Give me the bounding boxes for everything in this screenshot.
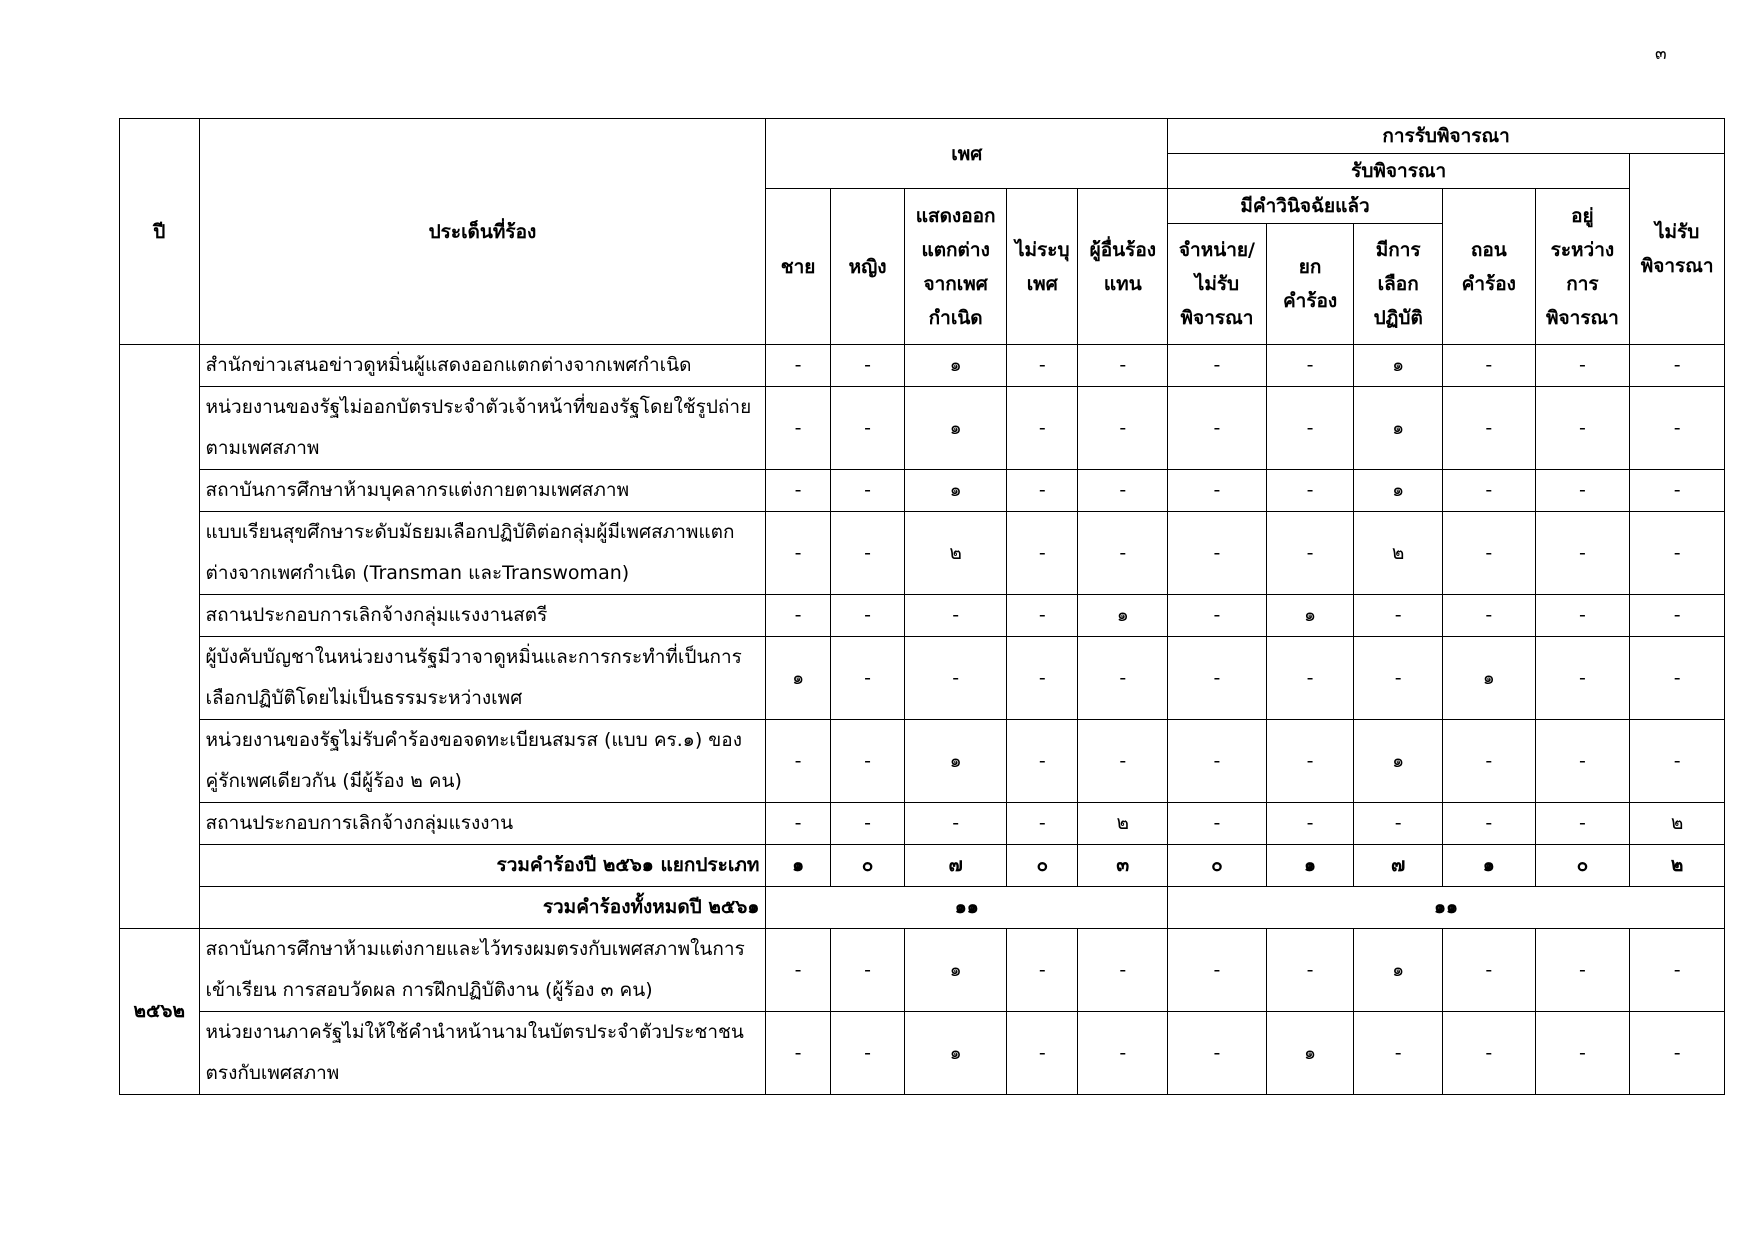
value-cell: - bbox=[1078, 512, 1168, 595]
value-cell: - bbox=[1630, 345, 1725, 387]
value-cell: - bbox=[1007, 387, 1078, 470]
issue-cell: สถานประกอบการเลิกจ้างกลุ่มแรงงานสตรี bbox=[199, 595, 766, 637]
issue-cell: สำนักข่าวเสนอข่าวดูหมิ่นผู้แสดงออกแตกต่างจากเพศกำเนิด bbox=[199, 345, 766, 387]
value-cell: - bbox=[1535, 470, 1630, 512]
value-cell: - bbox=[1168, 595, 1267, 637]
total-label: รวมคำร้องทั้งหมดปี ๒๕๖๑ bbox=[199, 887, 766, 929]
issue-cell: ผู้บังคับบัญชาในหน่วยงานรัฐมีวาจาดูหมิ่นและการกระทำที่เป็นการเลือกปฏิบัติโดยไม่เป็นธรรมระหว่างเพศ bbox=[199, 637, 766, 720]
value-cell: - bbox=[830, 637, 905, 720]
value-cell: - bbox=[1007, 803, 1078, 845]
value-cell: - bbox=[1535, 387, 1630, 470]
value-cell: - bbox=[1007, 470, 1078, 512]
value-cell: ๑ bbox=[905, 470, 1007, 512]
value-cell: ๑ bbox=[1354, 720, 1443, 803]
value-cell: - bbox=[1630, 470, 1725, 512]
value-cell: - bbox=[1630, 1012, 1725, 1095]
value-cell: ๑ bbox=[766, 637, 830, 720]
value-cell: - bbox=[1266, 345, 1354, 387]
header-decided: มีคำวินิจฉัยแล้ว bbox=[1168, 189, 1443, 224]
value-cell: - bbox=[1630, 637, 1725, 720]
value-cell: - bbox=[1266, 929, 1354, 1012]
subtotal-cell: ๐ bbox=[1535, 845, 1630, 887]
value-cell: - bbox=[1442, 720, 1535, 803]
issue-cell: หน่วยงานภาครัฐไม่ให้ใช้คำนำหน้านามในบัตรประจำตัวประชาชนตรงกับเพศสภาพ bbox=[199, 1012, 766, 1095]
header-others: ผู้อื่นร้องแทน bbox=[1078, 189, 1168, 345]
value-cell: - bbox=[1168, 387, 1267, 470]
value-cell: - bbox=[1266, 387, 1354, 470]
value-cell: - bbox=[1630, 512, 1725, 595]
value-cell: - bbox=[830, 1012, 905, 1095]
value-cell: - bbox=[830, 345, 905, 387]
issue-cell: สถาบันการศึกษาห้ามแต่งกายและไว้ทรงผมตรงกับเพศสภาพในการเข้าเรียน การสอบวัดผล การฝึกปฏิบัติงาน (ผู้ร้อง ๓ คน) bbox=[199, 929, 766, 1012]
consideration-total-cell: ๑๑ bbox=[1168, 887, 1725, 929]
value-cell: - bbox=[1354, 595, 1443, 637]
value-cell: - bbox=[1078, 387, 1168, 470]
value-cell: - bbox=[1442, 803, 1535, 845]
value-cell: - bbox=[1442, 387, 1535, 470]
value-cell: - bbox=[1535, 929, 1630, 1012]
subtotal-cell: ๗ bbox=[905, 845, 1007, 887]
value-cell: - bbox=[766, 1012, 830, 1095]
value-cell: - bbox=[766, 387, 830, 470]
value-cell: - bbox=[1266, 470, 1354, 512]
value-cell: ๑ bbox=[905, 387, 1007, 470]
value-cell: - bbox=[830, 512, 905, 595]
value-cell: - bbox=[1168, 803, 1267, 845]
value-cell: - bbox=[1168, 1012, 1267, 1095]
value-cell: - bbox=[1535, 637, 1630, 720]
value-cell: - bbox=[1442, 595, 1535, 637]
value-cell: - bbox=[1354, 637, 1443, 720]
value-cell: - bbox=[1266, 512, 1354, 595]
header-withdrawn: ถอนคำร้อง bbox=[1442, 189, 1535, 345]
value-cell: - bbox=[1007, 720, 1078, 803]
page-number: ๓ bbox=[1655, 44, 1667, 64]
issue-cell: แบบเรียนสุขศึกษาระดับมัธยมเลือกปฏิบัติต่อกลุ่มผู้มีเพศสภาพแตกต่างจากเพศกำเนิด (Transman และTranswoman) bbox=[199, 512, 766, 595]
value-cell: - bbox=[1630, 929, 1725, 1012]
value-cell: - bbox=[1535, 720, 1630, 803]
header-consideration: การรับพิจารณา bbox=[1168, 119, 1725, 154]
header-issue: ประเด็นที่ร้อง bbox=[199, 119, 766, 345]
value-cell: - bbox=[1007, 595, 1078, 637]
header-accepted: รับพิจารณา bbox=[1168, 154, 1630, 189]
value-cell: ๒ bbox=[1630, 803, 1725, 845]
issue-cell: สถาบันการศึกษาห้ามบุคลากรแต่งกายตามเพศสภาพ bbox=[199, 470, 766, 512]
year-cell-2562: ๒๕๖๒ bbox=[120, 929, 200, 1095]
value-cell: - bbox=[905, 595, 1007, 637]
header-not-accepted: ไม่รับพิจารณา bbox=[1630, 154, 1725, 345]
value-cell: ๑ bbox=[905, 929, 1007, 1012]
subtotal-cell: ๑ bbox=[766, 845, 830, 887]
value-cell: ๒ bbox=[905, 512, 1007, 595]
value-cell: - bbox=[905, 803, 1007, 845]
value-cell: - bbox=[1630, 595, 1725, 637]
value-cell: - bbox=[766, 512, 830, 595]
subtotal-cell: ๐ bbox=[1168, 845, 1267, 887]
value-cell: - bbox=[1168, 720, 1267, 803]
value-cell: ๑ bbox=[905, 720, 1007, 803]
year-cell-2561 bbox=[120, 345, 200, 929]
value-cell: - bbox=[830, 720, 905, 803]
issue-cell: หน่วยงานของรัฐไม่ออกบัตรประจำตัวเจ้าหน้าที่ของรัฐโดยใช้รูปถ่ายตามเพศสภาพ bbox=[199, 387, 766, 470]
value-cell: - bbox=[830, 803, 905, 845]
value-cell: - bbox=[1168, 637, 1267, 720]
value-cell: - bbox=[1630, 387, 1725, 470]
value-cell: ๑ bbox=[1354, 470, 1443, 512]
value-cell: - bbox=[766, 720, 830, 803]
subtotal-cell: ๒ bbox=[1630, 845, 1725, 887]
value-cell: - bbox=[1168, 345, 1267, 387]
value-cell: - bbox=[1442, 929, 1535, 1012]
header-gender: เพศ bbox=[766, 119, 1168, 189]
header-dismissed: จำหน่าย/ไม่รับพิจารณา bbox=[1168, 224, 1267, 345]
value-cell: - bbox=[766, 470, 830, 512]
value-cell: - bbox=[1535, 512, 1630, 595]
value-cell: - bbox=[1354, 1012, 1443, 1095]
value-cell: ๑ bbox=[1354, 345, 1443, 387]
value-cell: - bbox=[1007, 637, 1078, 720]
value-cell: - bbox=[1442, 470, 1535, 512]
value-cell: ๑ bbox=[1078, 595, 1168, 637]
header-female: หญิง bbox=[830, 189, 905, 345]
value-cell: - bbox=[1442, 1012, 1535, 1095]
value-cell: ๑ bbox=[905, 345, 1007, 387]
value-cell: - bbox=[1168, 929, 1267, 1012]
subtotal-label: รวมคำร้องปี ๒๕๖๑ แยกประเภท bbox=[199, 845, 766, 887]
value-cell: ๑ bbox=[1354, 929, 1443, 1012]
issue-cell: สถานประกอบการเลิกจ้างกลุ่มแรงงาน bbox=[199, 803, 766, 845]
value-cell: - bbox=[1007, 512, 1078, 595]
value-cell: - bbox=[1630, 720, 1725, 803]
value-cell: - bbox=[1078, 929, 1168, 1012]
value-cell: ๑ bbox=[1266, 1012, 1354, 1095]
value-cell: - bbox=[1266, 720, 1354, 803]
subtotal-cell: ๓ bbox=[1078, 845, 1168, 887]
value-cell: ๑ bbox=[1354, 387, 1443, 470]
complaints-table bbox=[119, 118, 1725, 1095]
value-cell: - bbox=[1007, 929, 1078, 1012]
value-cell: - bbox=[1078, 1012, 1168, 1095]
value-cell: - bbox=[1078, 637, 1168, 720]
value-cell: - bbox=[1535, 1012, 1630, 1095]
value-cell: - bbox=[1266, 803, 1354, 845]
value-cell: ๑ bbox=[905, 1012, 1007, 1095]
value-cell: ๒ bbox=[1078, 803, 1168, 845]
value-cell: - bbox=[1535, 345, 1630, 387]
value-cell: - bbox=[1007, 345, 1078, 387]
value-cell: - bbox=[1078, 720, 1168, 803]
header-year: ปี bbox=[120, 119, 200, 345]
header-in-progress: อยู่ระหว่างการพิจารณา bbox=[1535, 189, 1630, 345]
value-cell: - bbox=[1535, 803, 1630, 845]
value-cell: ๒ bbox=[1354, 512, 1443, 595]
value-cell: - bbox=[1535, 595, 1630, 637]
value-cell: - bbox=[1007, 1012, 1078, 1095]
value-cell: - bbox=[766, 345, 830, 387]
value-cell: - bbox=[766, 595, 830, 637]
value-cell: - bbox=[1442, 345, 1535, 387]
value-cell: ๑ bbox=[1266, 595, 1354, 637]
value-cell: - bbox=[830, 595, 905, 637]
value-cell: - bbox=[766, 929, 830, 1012]
header-male: ชาย bbox=[766, 189, 830, 345]
value-cell: - bbox=[1168, 512, 1267, 595]
gender-total-cell: ๑๑ bbox=[766, 887, 1168, 929]
subtotal-cell: ๑ bbox=[1442, 845, 1535, 887]
value-cell: - bbox=[1168, 470, 1267, 512]
value-cell: - bbox=[1266, 637, 1354, 720]
issue-cell: หน่วยงานของรัฐไม่รับคำร้องขอจดทะเบียนสมรส (แบบ คร.๑) ของคู่รักเพศเดียวกัน (มีผู้ร้อง ๒ คน) bbox=[199, 720, 766, 803]
value-cell: - bbox=[1078, 470, 1168, 512]
header-discriminated: มีการเลือกปฏิบัติ bbox=[1354, 224, 1443, 345]
value-cell: - bbox=[905, 637, 1007, 720]
value-cell: - bbox=[830, 470, 905, 512]
value-cell: - bbox=[766, 803, 830, 845]
header-unspecified: ไม่ระบุเพศ bbox=[1007, 189, 1078, 345]
value-cell: ๑ bbox=[1442, 637, 1535, 720]
header-rejected: ยกคำร้อง bbox=[1266, 224, 1354, 345]
header-diff-gender: แสดงออกแตกต่างจากเพศกำเนิด bbox=[905, 189, 1007, 345]
subtotal-cell: ๐ bbox=[830, 845, 905, 887]
subtotal-cell: ๑ bbox=[1266, 845, 1354, 887]
value-cell: - bbox=[1078, 345, 1168, 387]
subtotal-cell: ๗ bbox=[1354, 845, 1443, 887]
value-cell: - bbox=[830, 929, 905, 1012]
value-cell: - bbox=[1354, 803, 1443, 845]
value-cell: - bbox=[1442, 512, 1535, 595]
subtotal-cell: ๐ bbox=[1007, 845, 1078, 887]
value-cell: - bbox=[830, 387, 905, 470]
